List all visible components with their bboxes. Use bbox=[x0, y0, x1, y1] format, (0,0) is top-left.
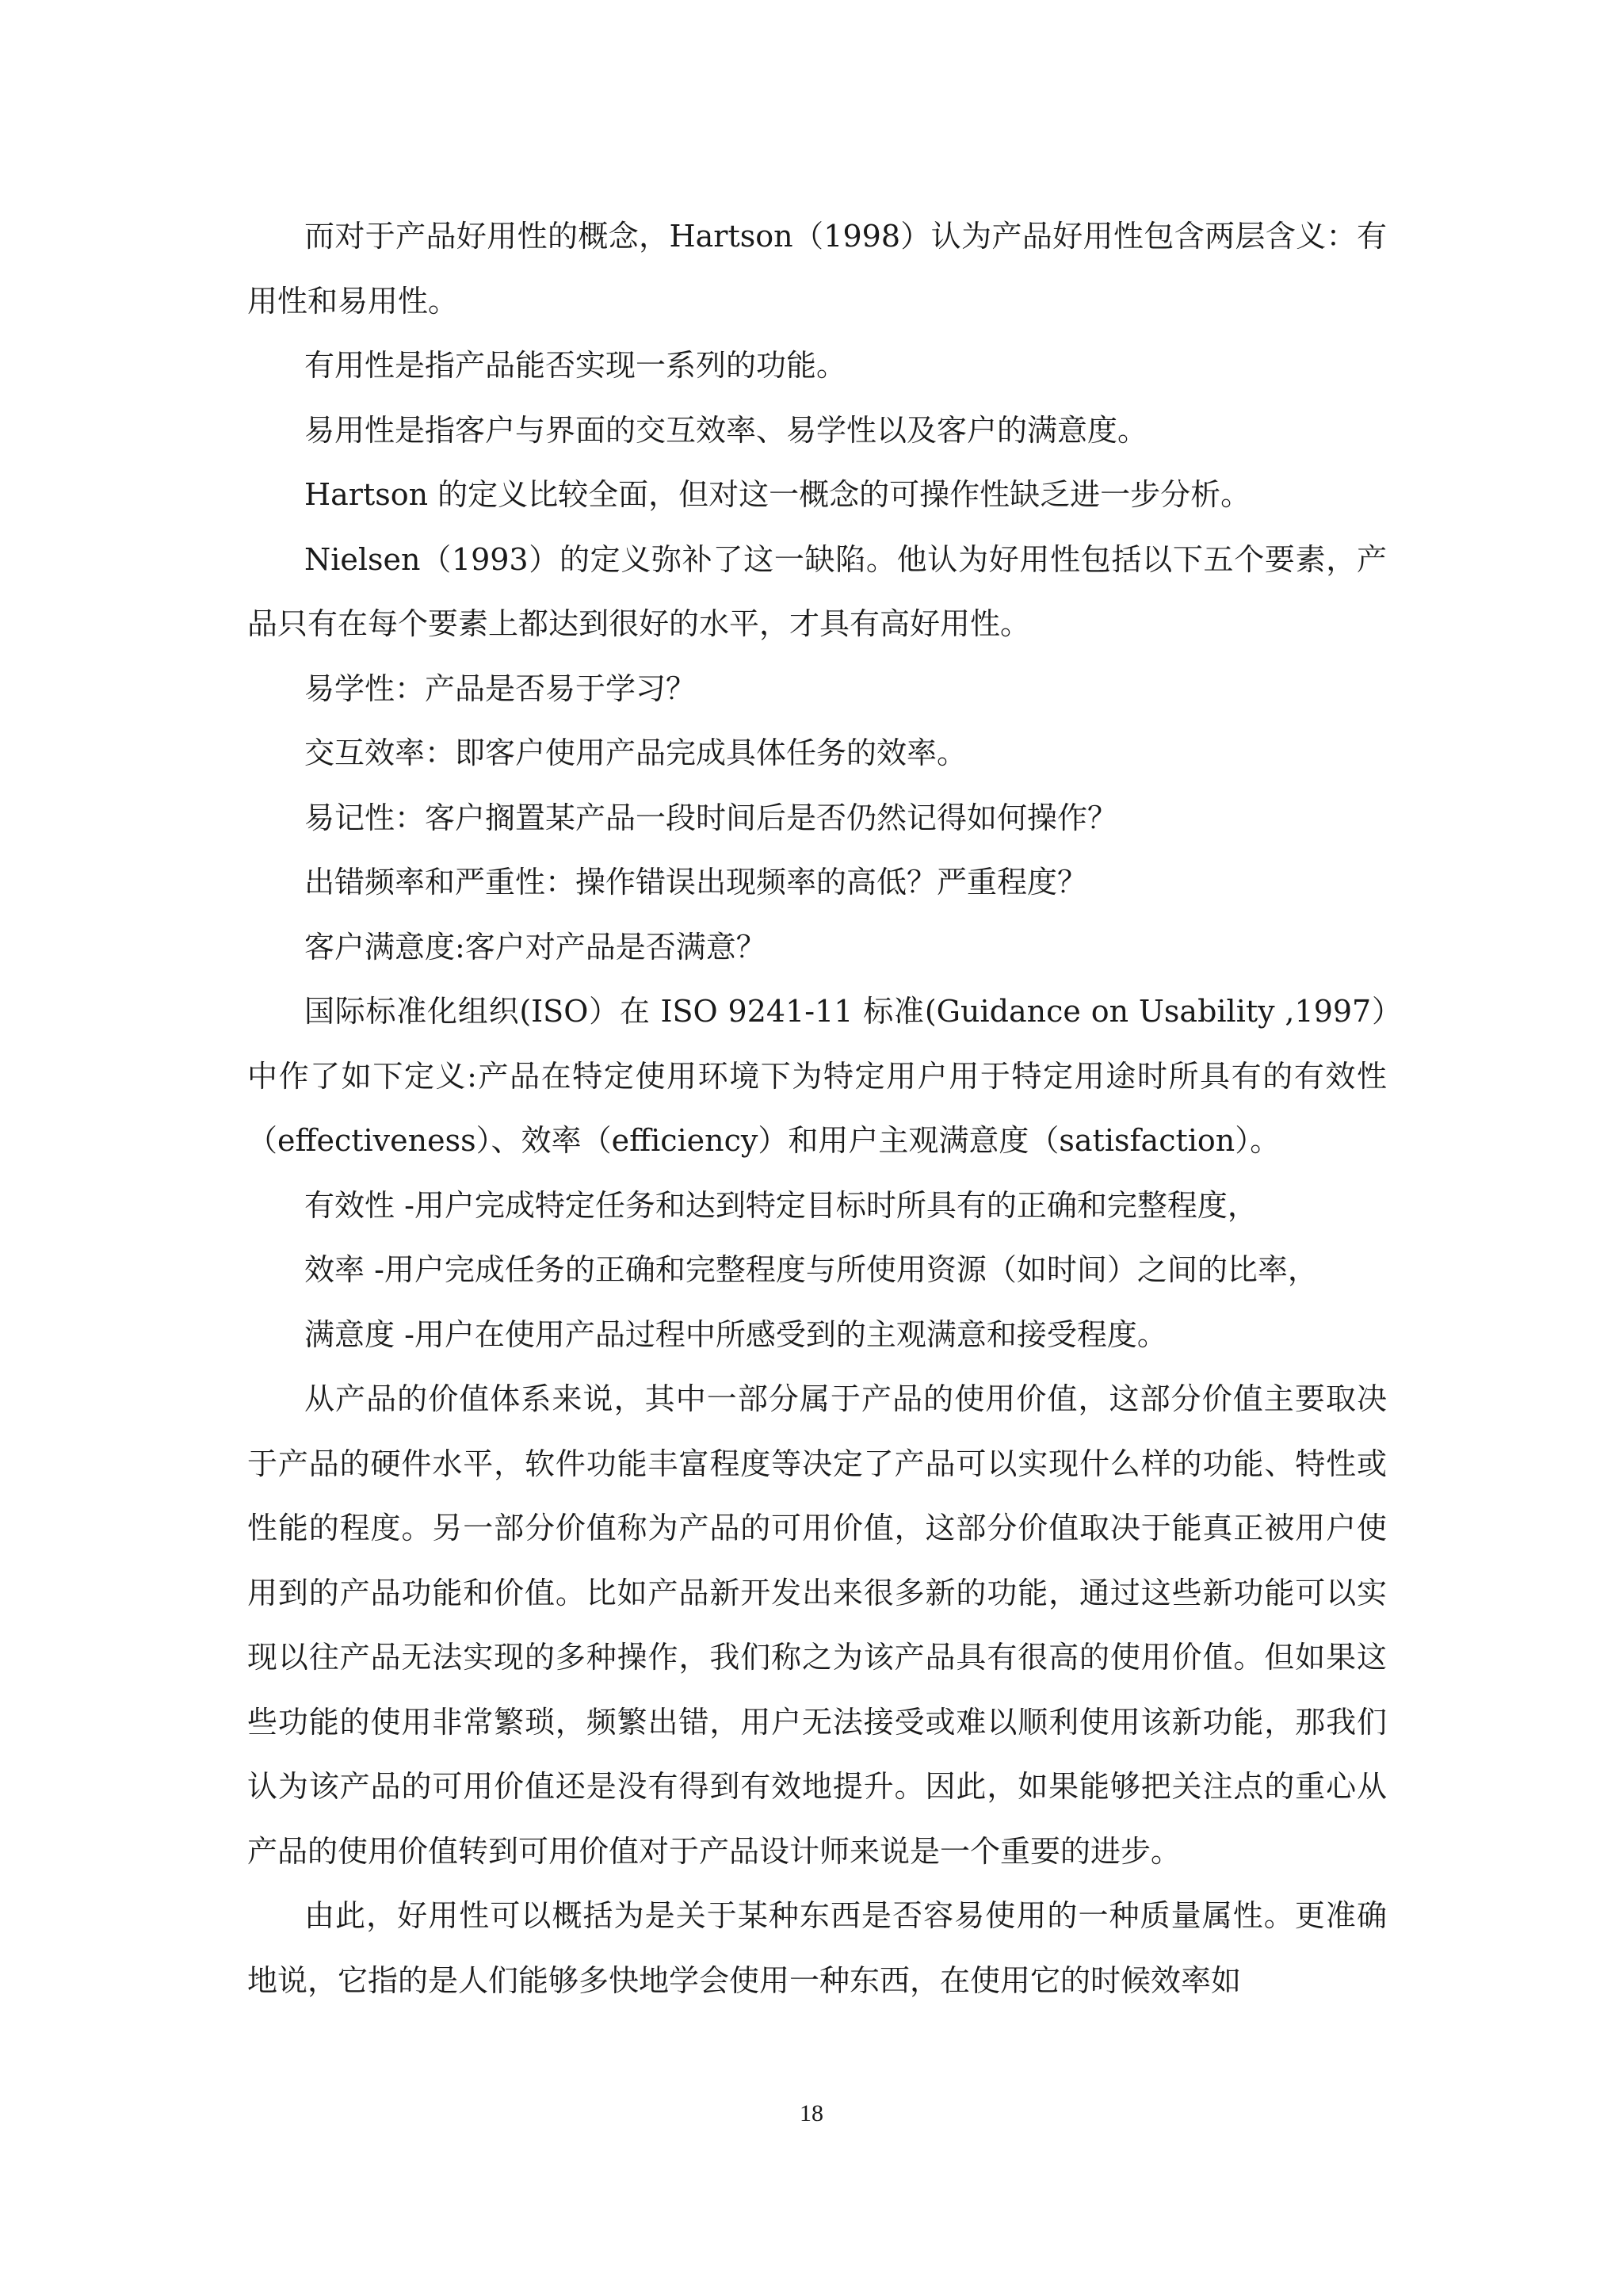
paragraph: 客户满意度:客户对产品是否满意？ bbox=[304, 929, 766, 965]
paragraph: 有效性 -用户完成特定任务和达到特定目标时所具有的正确和完整程度， bbox=[304, 1187, 1258, 1223]
paragraph: 满意度 -用户在使用产品过程中所感受到的主观满意和接受程度。 bbox=[304, 1316, 1167, 1352]
paragraph: 易学性：产品是否易于学习？ bbox=[304, 670, 697, 706]
paragraph: 交互效率：即客户使用产品完成具体任务的效率。 bbox=[304, 735, 968, 770]
page-number: 18 bbox=[800, 2100, 823, 2126]
paragraph: 易用性是指客户与界面的交互效率、易学性以及客户的满意度。 bbox=[304, 412, 1148, 448]
paragraph: 出错频率和严重性：操作错误出现频率的高低？严重程度？ bbox=[304, 865, 1088, 900]
document-body bbox=[247, 204, 1387, 2013]
paragraph: Nielsen（1993）的定义弥补了这一缺陷。他认为好用性包括以下五个要素，产品只有在每个要素上都达到很好的水平，才具有高好用性。 bbox=[247, 541, 1387, 641]
paragraph: 易记性：客户搁置某产品一段时间后是否仍然记得如何操作？ bbox=[304, 800, 1118, 835]
paragraph: 而对于产品好用性的概念，Hartson（1998）认为产品好用性包含两层含义：有用性和易用性。 bbox=[247, 219, 1387, 319]
paragraph: Hartson 的定义比较全面，但对这一概念的可操作性缺乏进一步分析。 bbox=[304, 477, 1251, 512]
paragraph: 效率 -用户完成任务的正确和完整程度与所使用资源（如时间）之间的比率， bbox=[304, 1252, 1318, 1287]
paragraph: 国际标准化组织(ISO）在 ISO 9241-11 标准(Guidance on Usability ,1997）中作了如下定义:产品在特定使用环境下为特定用户用于特定用途时所具有的有效性（effectiveness）、效率（efficiency）和用户主观满意度（satisfaction）。 bbox=[247, 994, 1387, 1158]
paragraph: 有用性是指产品能否实现一系列的功能。 bbox=[304, 348, 847, 383]
paragraph: 从产品的价值体系来说，其中一部分属于产品的使用价值，这部分价值主要取决于产品的硬件水平，软件功能丰富程度等决定了产品可以实现什么样的功能、特性或性能的程度。另一部分价值称为产品的可用价值，这部分价值取决于能真正被用户使用到的产品功能和价值。比如产品新开发出来很多新的功能，通过这些新功能可以实现以往产品无法实现的多种操作，我们称之为该产品具有很高的使用价值。但如果这些功能的使用非常繁琐，频繁出错，用户无法接受或难以顺利使用该新功能，那我们认为该产品的可用价值还是没有得到有效地提升。因此，如果能够把关注点的重心从产品的使用价值转到可用价值对于产品设计师来说是一个重要的进步。 bbox=[247, 1381, 1387, 1869]
paragraph: 由此，好用性可以概括为是关于某种东西是否容易使用的一种质量属性。更准确地说，它指的是人们能够多快地学会使用一种东西，在使用它的时候效率如 bbox=[247, 1898, 1387, 1998]
